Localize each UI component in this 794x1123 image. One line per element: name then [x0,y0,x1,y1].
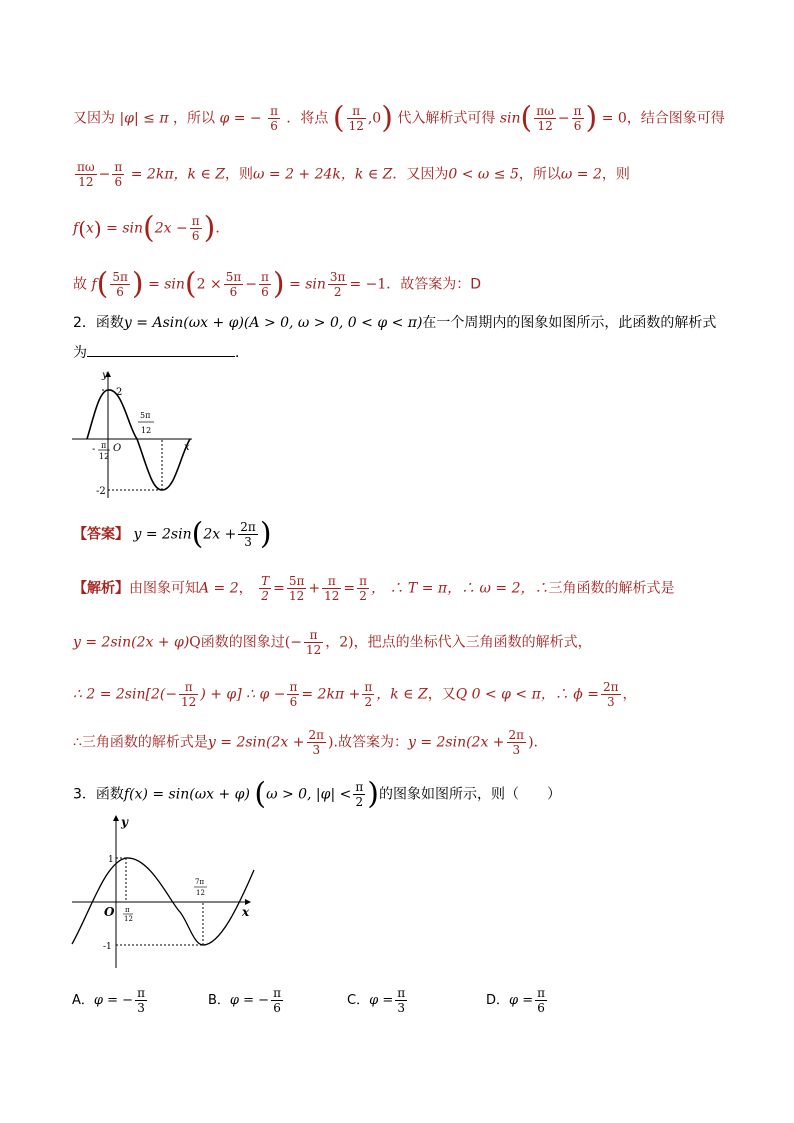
denominator: 12 [181,695,197,709]
fraction [322,574,341,603]
math: (− [284,634,302,651]
math: ，k ∈ Z [340,166,393,183]
text: ，又 [427,686,456,703]
numerator: π [273,986,281,1000]
x-tick-left-num: π [125,906,130,914]
denominator: 6 [573,119,582,133]
denominator: 12 [305,643,322,657]
math: 2 × [196,276,222,293]
math: |φ| ≤ π [119,110,169,127]
math: y = 2sin [133,526,192,543]
math: = 2kπ [130,166,174,183]
x-tick-right-den: 12 [196,889,205,897]
option-label: C． [347,993,370,1008]
math: 2x + [203,526,237,543]
fraction [238,520,258,549]
denominator: 12 [348,119,364,133]
denominator: 2 [359,589,367,603]
paren-right: ) [381,100,393,136]
option-c[interactable] [347,986,409,1015]
math: φ = − [219,110,262,127]
math: y = Asin(ωx + φ)(A > 0, ω > 0, 0 < φ < π) [123,315,423,331]
fraction [259,574,271,603]
denominator: 12 [78,175,94,189]
numerator: π [322,574,341,589]
text: ．故答案为：D [386,276,482,293]
math: f(x) = sin(ωx + φ) [123,786,250,803]
denominator: 2 [364,695,373,709]
denominator: 3 [244,535,252,549]
fraction [307,728,327,757]
math: φ = [509,993,534,1008]
numerator: π [573,104,582,118]
option-b[interactable] [208,986,285,1015]
denominator: 12 [324,589,340,603]
q3-graph [70,812,260,970]
fraction [362,680,374,709]
text: ， [238,580,253,597]
math: + [308,580,321,597]
numerator: 2π [308,728,325,742]
x-label: x [184,442,190,453]
q2-answer [73,516,272,552]
y-label: y [102,370,108,381]
fraction [135,986,147,1015]
denominator: 6 [229,285,238,299]
x-tick-right-num: 7π [195,878,205,886]
option-label: D． [486,993,510,1008]
denominator: 3 [512,743,521,757]
fraction [357,574,369,603]
q2-analysis-3 [73,680,637,709]
fraction [328,270,348,299]
math: ω > 0, |φ| < [266,786,352,803]
numerator: 5π [225,270,242,284]
math: y = 2sin(2x + [207,734,305,751]
text: 在一个周期内的图象如图所示，此函数的解析式 [422,315,717,331]
text: ，则 [601,166,630,183]
y-label: y [121,815,128,829]
numerator: π [179,680,198,695]
numerator: π [537,986,546,1000]
fraction [353,780,365,809]
denominator: 12 [537,119,553,133]
numerator: π [347,104,366,119]
sine-curve [87,390,190,490]
y-tick-top: 2 [116,387,123,398]
paren-right: ) [367,776,379,812]
math: = sin [148,276,185,293]
math: = [343,580,356,597]
solution-line-2 [73,160,630,189]
paren-left: ( [184,266,197,302]
numerator: π [270,104,278,118]
math: ,0 [367,110,382,127]
paren-left: ( [332,100,345,136]
math: ，k ∈ Z [173,166,226,183]
denominator: 2 [355,795,364,809]
origin-label: O [113,443,122,454]
numerator: 2π [240,520,256,534]
denominator: 6 [289,695,298,709]
question-2-stem-2 [73,344,249,362]
fraction [75,160,97,189]
denominator: 6 [273,1001,281,1015]
text: 函数的图象过 [200,634,285,651]
fraction [271,986,283,1015]
numerator: π [289,680,298,694]
math: Q [189,634,201,651]
y-tick-bottom: -1 [103,942,112,952]
fraction [507,728,527,757]
math: f [73,220,79,237]
q2-analysis-1 [73,574,675,603]
text: 三角函数的解析式是 [81,734,208,751]
x-tick-left-num: π [101,441,107,450]
numerator: 3π [329,270,346,284]
question-number: 3．函数 [73,786,124,803]
text: 故 [73,276,87,293]
math: ∴ φ − [246,686,286,703]
math: ) + φ] [200,686,242,703]
solution-line-4 [73,266,482,302]
option-a[interactable] [72,986,149,1015]
paren-left: ( [520,100,533,136]
option-label: B． [208,993,230,1008]
fraction [287,574,307,603]
paren-left: ( [78,216,86,241]
x-tick-left-den: 12 [99,452,110,461]
x-label: x [242,905,250,919]
numerator: π [114,160,123,174]
math: ，∴ ϕ = [540,686,599,703]
denominator: 6 [537,1001,545,1015]
paren-right: ) [93,216,102,241]
denominator: 6 [261,285,269,299]
denominator: 3 [606,695,615,709]
numerator: π [137,986,145,1000]
paren-left: ( [254,776,267,812]
denominator: 6 [114,175,123,189]
numerator: 2π [603,680,619,694]
math: ω = 2 [560,166,602,183]
text: 又因为 [73,110,115,127]
fraction [304,628,323,657]
text: ，结合图象可得 [626,110,725,127]
numerator: π [359,574,368,588]
math: φ = − [229,993,270,1008]
fraction [110,270,130,299]
math: ∴ 2 = 2sin[2(− [73,686,178,703]
answer-blank [87,344,235,357]
paren-left: ( [96,266,109,302]
text: 的图象如图所示，则（ ） [378,786,561,803]
math: y = 2sin(2x + φ) [73,634,190,651]
math: = 2kπ + [301,686,361,703]
math: x [86,220,94,237]
fraction [179,680,198,709]
math: A = 2 [199,580,239,597]
math: ∴ [73,734,82,751]
fraction [535,986,547,1015]
origin-label: O [104,905,115,919]
paren-right: ) [131,266,144,302]
math: − [557,110,570,127]
fraction [347,104,366,133]
paren-right: ) [203,210,216,246]
option-label: A． [72,993,94,1008]
fraction [534,104,556,133]
math: Q 0 < φ < π [455,686,541,703]
math: 0 < ω ≤ 5 [448,166,519,183]
denominator: 3 [397,1001,405,1015]
numerator: T [261,574,270,588]
paren-left: ( [143,210,155,246]
denominator: 6 [270,119,278,133]
math: = [273,580,285,597]
question-number: 2．函数 [73,315,124,331]
math: ω = 2 + 24k [253,166,341,183]
text: 三角函数的解析式是 [548,580,675,597]
numerator: π [355,780,364,794]
x-tick-left-sign: - [92,444,96,455]
math: φ = − [93,993,134,1008]
numerator: π [397,986,406,1000]
numerator: π [191,214,200,228]
denominator: 2 [333,285,342,299]
text: ，所以 [518,166,561,183]
numerator: 2π [508,728,525,742]
question-2-stem [73,314,716,332]
x-tick-right-den: 12 [141,426,152,435]
text: ，所以 [172,110,215,127]
numerator: π [261,270,269,284]
x-tick-right-num: 5π [140,411,151,420]
text: ，把点的坐标代入三角函数的解析式， [353,634,592,651]
x-tick-left-den: 12 [124,915,133,923]
numerator: 5π [112,270,128,284]
fraction [112,160,124,189]
text: ．又因为 [392,166,449,183]
q2-graph [72,366,198,500]
denominator: 3 [312,743,321,757]
paren-left: ( [191,516,204,552]
numerator: πω [77,160,95,174]
q2-analysis-4 [73,728,538,757]
math: ， ∴ T = π，∴ ω = 2，∴ [371,580,549,597]
sine-curve [72,858,254,945]
fraction [287,680,299,709]
math: y = 2sin(2x + [407,734,505,751]
fraction [572,104,584,133]
question-3-stem [73,776,561,812]
paren-right: ) [272,266,285,302]
y-tick-bottom: -2 [96,486,106,497]
analysis-tag: 【解析】 [73,580,129,597]
math: f [91,276,97,293]
fraction [268,104,280,133]
math: φ = [369,993,394,1008]
math: = sin [106,220,144,237]
denominator: 6 [191,229,200,243]
numerator: π [304,628,323,643]
math: = sin [289,276,326,293]
text: 代入解析式可得 [397,110,496,127]
fraction [224,270,244,299]
numerator: πω [536,104,554,118]
answer-tag: 【答案】 [73,526,129,543]
paren-right: ) [259,516,272,552]
math: sin [499,110,521,127]
solution-line-3 [73,210,230,246]
math: ). [528,734,538,751]
math: − [98,166,111,183]
math: ，2) [325,634,354,651]
paren-right: ) [585,100,598,136]
y-tick-top: 1 [108,855,114,865]
fraction [395,986,407,1015]
math: 2x − [154,220,188,237]
text: ，则 [225,166,254,183]
text: ．将点 [286,110,329,127]
math: = 0 [601,110,627,127]
fraction [601,680,621,709]
denominator: 3 [137,1001,145,1015]
numerator: π [364,680,373,694]
fraction [190,214,202,243]
math: ，k ∈ Z [376,686,428,703]
text: ， [622,686,637,703]
solution-line-1 [73,100,725,136]
fraction [259,270,271,299]
text: ． [235,345,249,361]
math: ) [328,734,334,751]
text: ． [215,220,230,237]
q2-analysis-2 [73,628,592,657]
option-d[interactable] [486,986,549,1015]
text: .故答案为： [333,734,408,751]
math: − [245,276,257,293]
denominator: 12 [288,589,305,603]
numerator: 5π [288,574,305,588]
math: = −1 [349,276,387,293]
denominator: 6 [116,285,124,299]
denominator: 2 [261,589,269,603]
text: 为 [73,345,87,361]
text: 由图象可知 [129,580,199,597]
